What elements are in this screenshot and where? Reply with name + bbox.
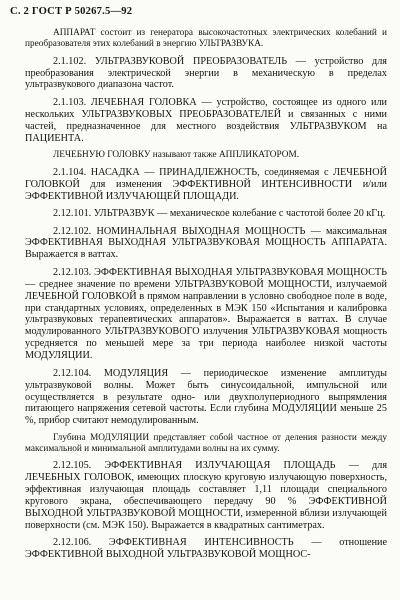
paragraph-2-1-104: 2.1.104. НАСАДКА — ПРИНАДЛЕЖНОСТЬ, соединяемая с ЛЕЧЕБНОЙ ГОЛОВКОЙ для изменения ЭФФЕКТИВНОЙ ИНТЕНСИВНОСТИ и/или ЭФФЕКТИВНОЙ ИЗЛУЧАЮЩЕЙ ПЛОЩАДИ. [25, 166, 387, 202]
paragraph-2-12-104: 2.12.104. МОДУЛЯЦИЯ — периодическое изменение амплитуды ультразвуковой волны. Может быть синусоидальной, импульсной или осуществляется в результате одно- или двухполупериодного выпрямления питающего напряжения сетевой частоты. Если глубина МОДУЛЯЦИИ меньше 25 %, прибор считают немодулированным. [25, 367, 387, 427]
paragraph-2-12-105: 2.12.105. ЭФФЕКТИВНАЯ ИЗЛУЧАЮЩАЯ ПЛОЩАДЬ — для ЛЕЧЕБНЫХ ГОЛОВОК, имеющих плоскую круговую излучающую поверхность, эффективная излучающая площадь составляет 1,11 площади специального кругового экрана, обеспечивающего передачу 90 % ЭФФЕКТИВНОЙ ВЫХОДНОЙ УЛЬТРАЗВУКОВОЙ МОЩНОСТИ, измеренной вблизи излучающей поверхности (см. МЭК 150). Выражается в квадратных сантиметрах. [25, 460, 387, 531]
paragraph-apparatus-note: АППАРАТ состоит из генератора высокочастотных электрических колебаний и преобразователя этих колебаний в энергию УЛЬТРАЗВУКА. [25, 28, 387, 49]
paragraph-2-12-101: 2.12.101. УЛЬТРАЗВУК — механическое колебание с частотой более 20 кГц. [53, 208, 386, 220]
paragraph-2-1-102: 2.1.102. УЛЬТРАЗВУКОВОЙ ПРЕОБРАЗОВАТЕЛЬ — устройство для преобразования электрической энергии в механическую в пределах ультразвукового диапазона частот. [25, 55, 387, 91]
paragraph-2-12-102: 2.12.102. НОМИНАЛЬНАЯ ВЫХОДНАЯ МОЩНОСТЬ — максимальная ЭФФЕКТИВНАЯ ВЫХОДНАЯ УЛЬТРАЗВУКОВАЯ МОЩНОСТЬ АППАРАТА. Выражается в ваттах. [25, 225, 387, 261]
page-header: С. 2 ГОСТ Р 50267.5—92 [10, 6, 133, 17]
paragraph-2-12-106: 2.12.106. ЭФФЕКТИВНАЯ ИНТЕНСИВНОСТЬ — отношение ЭФФЕКТИВНОЙ ВЫХОДНОЙ УЛЬТРАЗВУКОВОЙ МОЩНОС- [25, 537, 387, 561]
document-body [25, 28, 387, 567]
paragraph-2-12-103: 2.12.103. ЭФФЕКТИВНАЯ ВЫХОДНАЯ УЛЬТРАЗВУКОВАЯ МОЩНОСТЬ — среднее значение по времени УЛЬТРАЗВУКОВОЙ МОЩНОСТИ, излучаемой ЛЕЧЕБНОЙ ГОЛОВКОЙ в прямом направлении в условно свободное поле в воде, при стандартных условиях, определенных в МЭК 150 «Испытания и калибровка ультразвуковых терапевтических аппаратов». Выражается в ваттах. В случае модулированного УЛЬТРАЗВУКОВОГО излучения УЛЬТРАЗВУКОВАЯ мощность усредняется по меньшей мере за три периода наиболее низкой частоты МОДУЛЯЦИИ. [25, 266, 387, 362]
paragraph-modulation-depth-note: Глубина МОДУЛЯЦИИ представляет собой частное от деления разности между максимальной и минимальной амплитудами волны на их сумму. [25, 432, 387, 454]
paragraph-applicator-note: ЛЕЧЕБНУЮ ГОЛОВКУ называют также АППЛИКАТОРОМ. [53, 150, 300, 161]
paragraph-2-1-103: 2.1.103. ЛЕЧЕБНАЯ ГОЛОВКА — устройство, состоящее из одного или нескольких УЛЬТРАЗВУКОВЫХ ПРЕОБРАЗОВАТЕЛЕЙ и связанных с ними частей, предназначенное для местного воздействия УЛЬТРАЗВУКОМ на ПАЦИЕНТА. [25, 96, 387, 144]
